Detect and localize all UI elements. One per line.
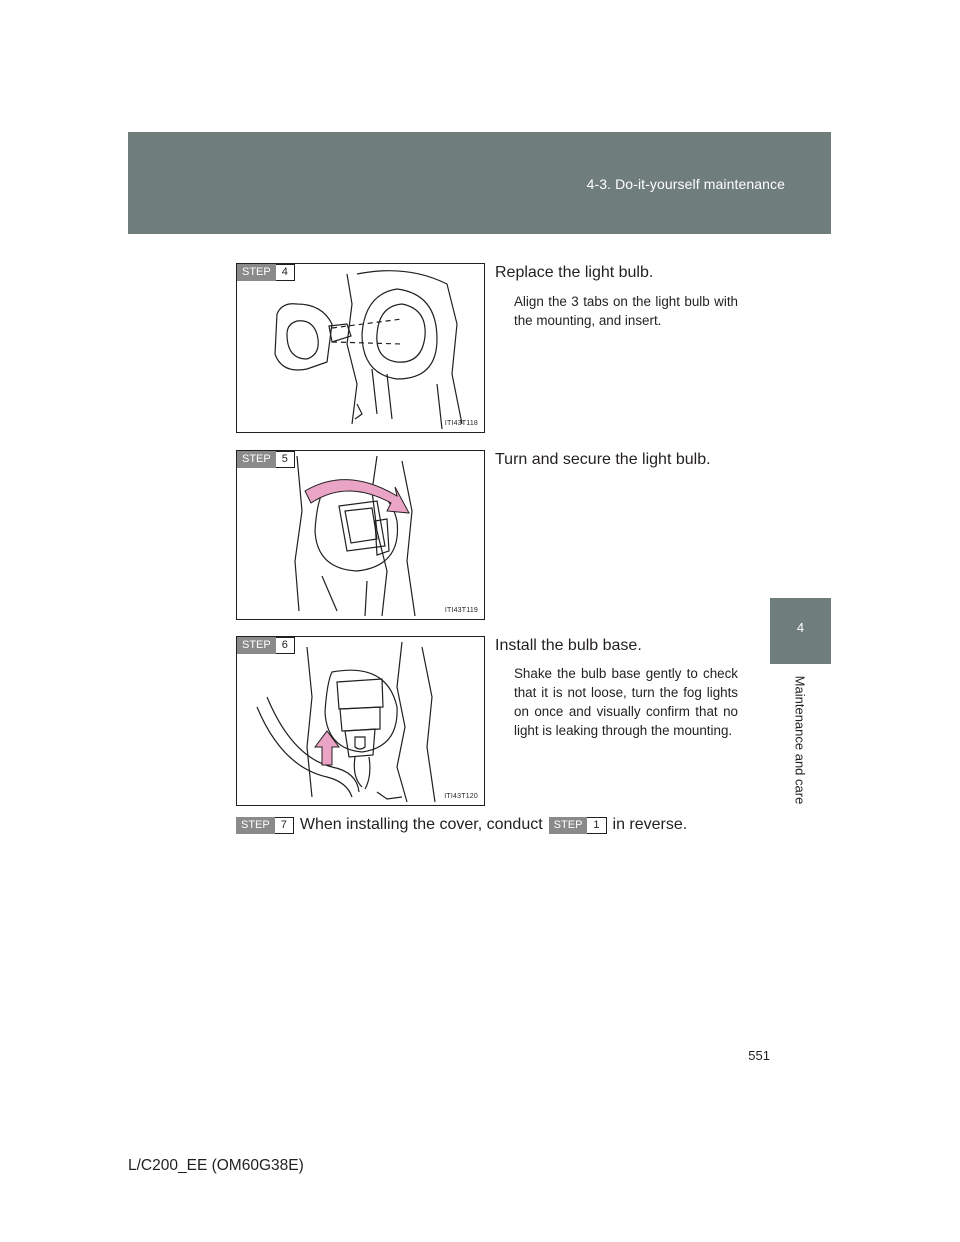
step-4-body: Align the 3 tabs on the light bulb with the mounting, and insert.: [514, 294, 738, 328]
step-7-text-after: in reverse.: [612, 816, 688, 833]
chapter-number: 4: [796, 620, 805, 635]
step-badge: STEP 6: [237, 637, 295, 654]
bulb-replace-illustration: [237, 264, 485, 433]
figure-code: ITI43T119: [444, 607, 478, 614]
step-6-heading: Install the bulb base.: [495, 637, 642, 654]
step-badge: STEP 5: [237, 451, 295, 468]
bulb-base-install-illustration: [237, 637, 485, 806]
step-5-heading: Turn and secure the light bulb.: [495, 451, 711, 468]
figure-step-6: [236, 636, 485, 806]
step-7-instruction: [236, 816, 687, 834]
figure-code: ITI43T120: [444, 793, 478, 800]
section-title: 4-3. Do-it-yourself maintenance: [586, 176, 785, 192]
step-badge: STEP 7: [236, 817, 294, 834]
step-4-heading: Replace the light bulb.: [495, 264, 654, 281]
chapter-label: Maintenance and care: [792, 675, 808, 805]
bulb-turn-illustration: [237, 451, 485, 620]
page-header: [128, 132, 831, 234]
step-badge: STEP 4: [237, 264, 295, 281]
chapter-tab: [770, 598, 831, 664]
step-reference-badge: STEP 1: [549, 817, 607, 834]
figure-step-5: [236, 450, 485, 620]
footer-model-code: L/C200_EE (OM60G38E): [128, 1157, 304, 1174]
figure-step-4: [236, 263, 485, 433]
figure-code: ITI43T118: [444, 420, 478, 427]
step-6-body: Shake the bulb base gently to check that it is not loose, turn the fog lights on once and visually confirm that no light is leaking through the mounting.: [514, 666, 738, 738]
step-7-text-before: When installing the cover, conduct: [299, 816, 543, 833]
page-number: 551: [748, 1048, 770, 1063]
